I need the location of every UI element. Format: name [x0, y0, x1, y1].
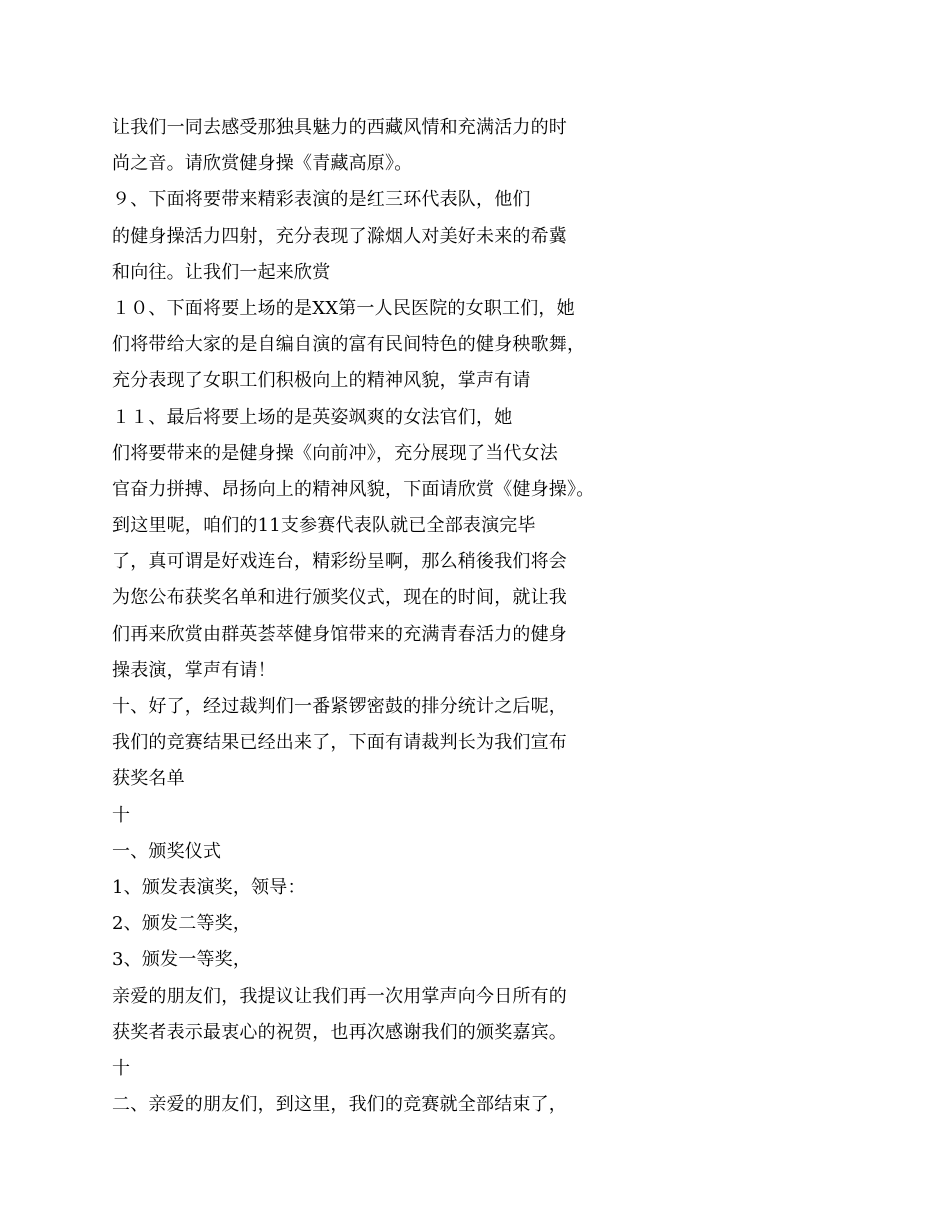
text-line: 3、颁发一等奖， [112, 949, 252, 971]
text-line: 二、亲爱的朋友们，到这里，我们的竞赛就全部结束了， [112, 1094, 567, 1116]
text-line: 们将带给大家的是自编自演的富有民间特色的健身秧歌舞， [112, 334, 586, 356]
text-line: 的健身操活力四射，充分表现了滁烟人对美好未来的希冀 [112, 225, 567, 247]
text-line: ９、下面将要带来精彩表演的是红三环代表队，他们 [112, 189, 531, 211]
text-line: 1、颁发表演奖，领导： [112, 876, 306, 898]
text-line: 十 [112, 1057, 131, 1079]
document-body [112, 110, 672, 1123]
text-line: 到这里呢，咱们的11支参赛代表队就已全部表演完毕 [112, 515, 536, 537]
text-line: 了，真可谓是好戏连台，精彩纷呈啊，那么稍後我们将会 [112, 551, 567, 573]
text-line: 操表演，掌声有请！ [112, 659, 276, 681]
text-line: 获奖名单 [112, 768, 185, 790]
text-line: 充分表现了女职工们积极向上的精神风貌，掌声有请 [112, 370, 531, 392]
text-line: 为您公布获奖名单和进行颁奖仪式，现在的时间，就让我 [112, 587, 567, 609]
text-line: 我们的竞赛结果已经出来了，下面有请裁判长为我们宣布 [112, 732, 567, 754]
text-line: 官奋力拼搏、昂扬向上的精神风貌，下面请欣赏《健身操》。 [112, 478, 595, 500]
text-line: 尚之音。请欣赏健身操《青藏高原》。 [112, 153, 413, 175]
text-line: 获奖者表示最衷心的祝贺，也再次感谢我们的颁奖嘉宾。 [112, 1021, 567, 1043]
text-line: 和向往。让我们一起来欣赏 [112, 261, 331, 283]
text-line: 们将要带来的是健身操《向前冲》，充分展现了当代女法 [112, 442, 558, 464]
text-line: 亲爱的朋友们，我提议让我们再一次用掌声向今日所有的 [112, 985, 567, 1007]
text-line: １０、下面将要上场的是XX第一人民医院的女职工们，她 [112, 297, 575, 319]
text-line: 2、颁发二等奖， [112, 913, 252, 935]
text-line: 十、好了，经过裁判们一番紧锣密鼓的排分统计之后呢， [112, 696, 567, 717]
text-line: 一、颁奖仪式 [112, 840, 222, 862]
text-line: 让我们一同去感受那独具魅力的西藏风情和充满活力的时 [112, 117, 567, 138]
text-line: 们再来欣赏由群英荟萃健身馆带来的充满青春活力的健身 [112, 623, 567, 645]
text-line: 十 [112, 804, 131, 826]
text-line: １１、最后将要上场的是英姿飒爽的女法官们，她 [112, 406, 513, 428]
